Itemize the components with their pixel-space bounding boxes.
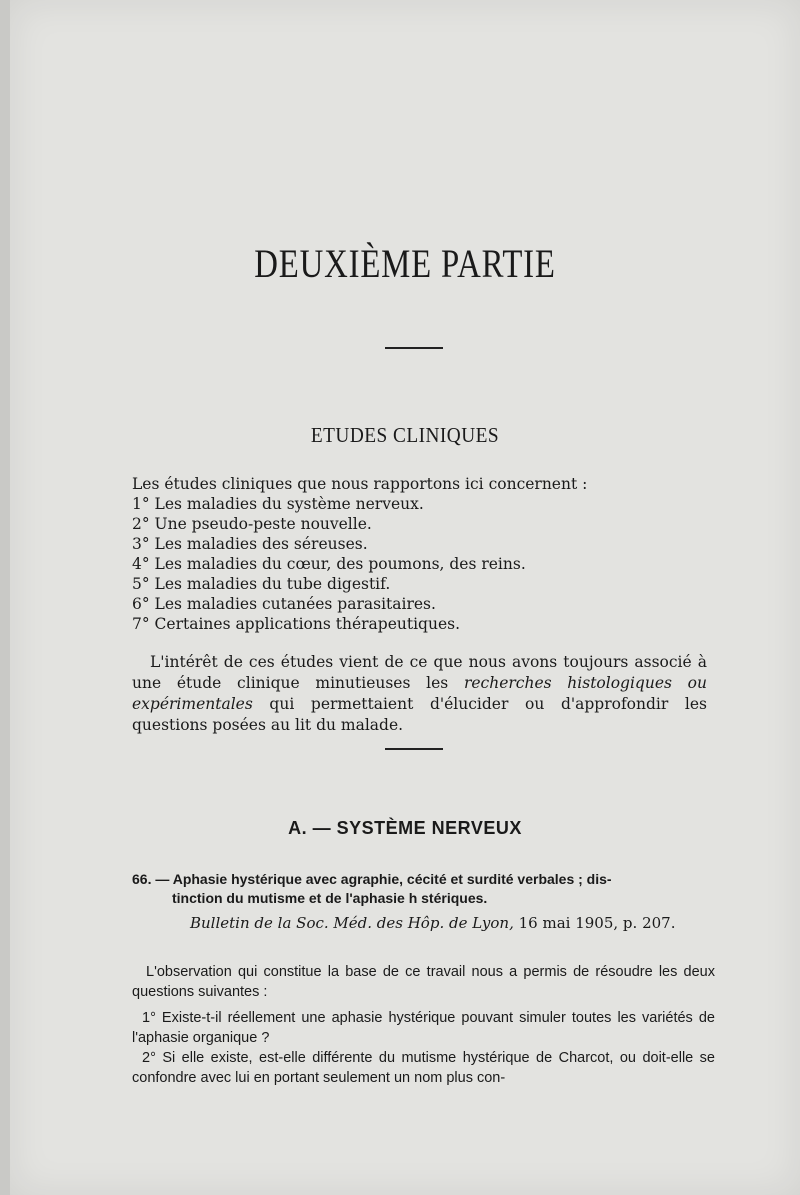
topic-list: [132, 494, 526, 634]
part-title: DEUXIÈME PARTIE: [254, 241, 556, 286]
divider-rule: [385, 347, 443, 349]
entry-heading-line: 66. — Aphasie hystérique avec agraphie, cécité et surdité verbales ; dis-: [132, 871, 612, 887]
paragraph-text: qui permettaient d'élucider ou d'approfondir les questions posées au lit du malade.: [132, 695, 707, 734]
list-item: 1° Les maladies du système nerveux.: [132, 495, 424, 513]
intro-line: Les études cliniques que nous rapportons ici concernent :: [132, 475, 588, 493]
entry-heading-line: tinction du mutisme et de l'aphasie h stériques.: [172, 890, 488, 906]
subsection-title: A. — SYSTÈME NERVEUX: [288, 818, 522, 838]
list-item: 7° Certaines applications thérapeutiques.: [132, 615, 461, 633]
list-item: 4° Les maladies du cœur, des poumons, des reins.: [132, 555, 526, 573]
paragraph-text: L'intérêt de ces études vient de ce que nous avons toujours associé à une étude clinique minutieuses les: [132, 653, 707, 692]
document-page: [10, 0, 800, 1195]
body-paragraph: 1° Existe-t-il réellement une aphasie hystérique pouvant simuler toutes les variétés de l'aphasie organique ?: [132, 1010, 715, 1046]
entry-heading: [132, 870, 715, 908]
body-paragraph: L'observation qui constitue la base de ce travail nous a permis de résoudre les deux questions suivantes :: [132, 964, 715, 1000]
divider-rule: [385, 748, 443, 750]
citation-source: Bulletin de la Soc. Méd. des Hôp. de Lyon,: [190, 914, 514, 932]
list-item: 5° Les maladies du tube digestif.: [132, 575, 391, 593]
section-title: ETUDES CLINIQUES: [310, 423, 500, 447]
citation: [190, 914, 675, 932]
citation-date: 16 mai 1905, p. 207.: [513, 914, 676, 932]
page-content: [10, 0, 800, 1195]
body-paragraph: 2° Si elle existe, est-elle différente du mutisme hystérique de Charcot, ou doit-elle se confondre avec lui en portant seulement un nom plus con-: [132, 1050, 715, 1086]
list-item: 2° Une pseudo-peste nouvelle.: [132, 515, 372, 533]
intro-paragraph: [132, 652, 707, 736]
paragraph-italic: recherches histologiques ou expérimentales: [132, 674, 707, 713]
list-item: 3° Les maladies des séreuses.: [132, 535, 368, 553]
list-item: 6° Les maladies cutanées parasitaires.: [132, 595, 436, 613]
